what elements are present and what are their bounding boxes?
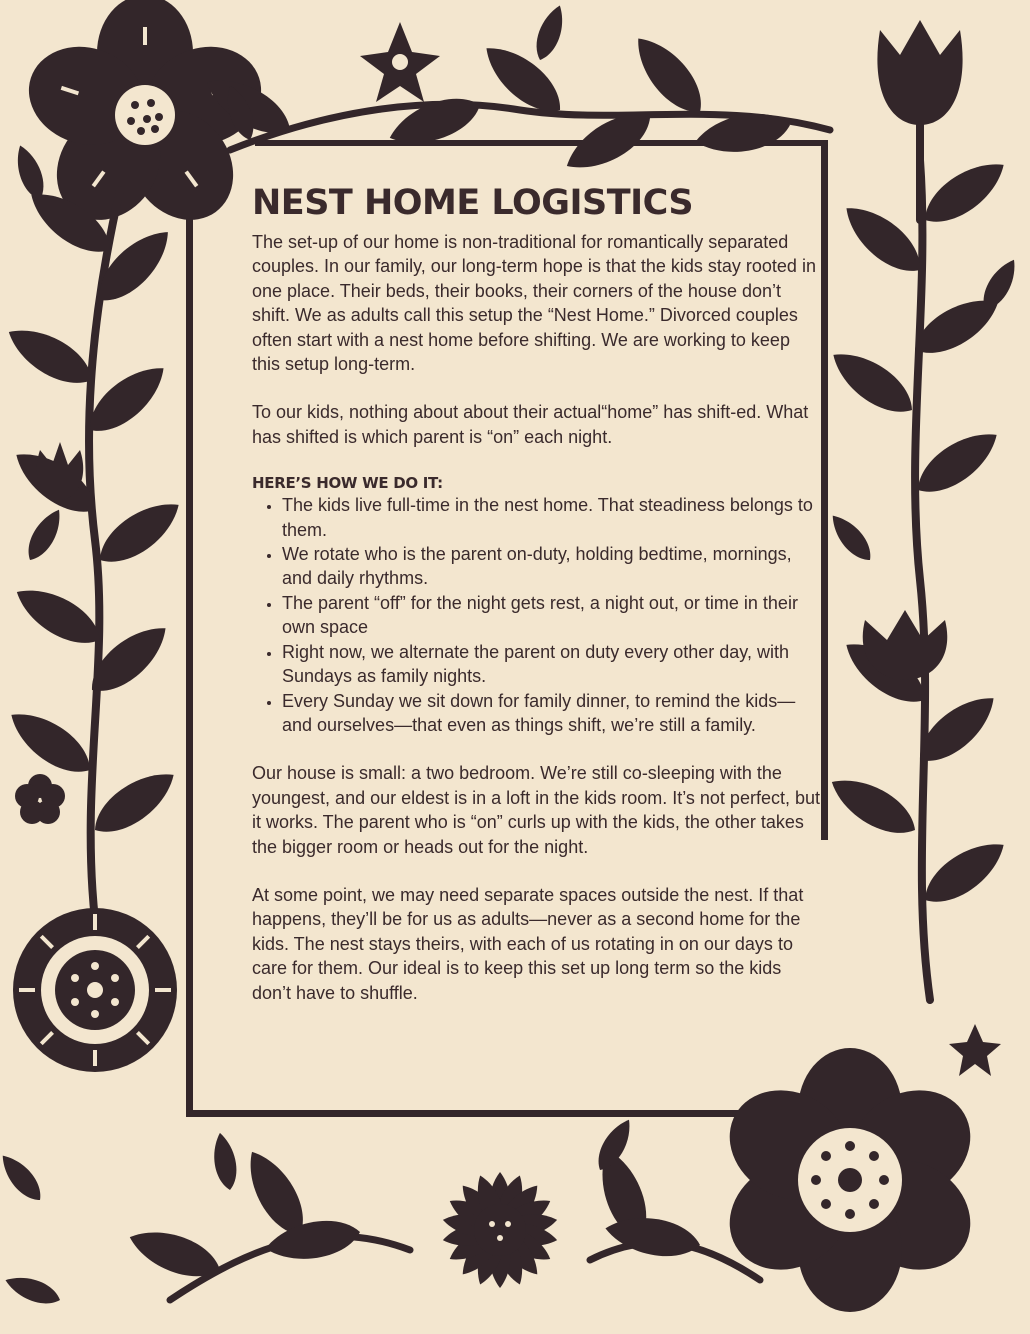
intro-paragraph-2: To our kids, nothing about about their actual“home” has shift-ed. What has shifted is which parent is “on” each night.: [252, 402, 809, 447]
star-flower-top: [360, 22, 440, 102]
closing-paragraph-2: At some point, we may need separate spaces outside the nest. If that happens, they’ll be for us as adults—never as a second home for the kids. The nest stays theirs, with each of us rotating in on our days to care for them. Our ideal is to keep this set up long term so the kids don’t have to shuffle.: [252, 884, 804, 1003]
left-vine: [0, 142, 189, 920]
list-item: • We rotate who is the parent on-duty, holding bedtime, mornings, and daily rhythms.: [282, 542, 822, 591]
dahlia-bottom: [441, 1172, 559, 1288]
howto-heading: HERE’S HOW WE DO IT:: [252, 474, 443, 493]
list-item: • Right now, we alternate the parent on duty every other day, with Sundays as family nights.: [282, 640, 822, 689]
flower-bottom-left: [13, 908, 177, 1072]
list-item: • The kids live full-time in the nest home. That steadiness belongs to them.: [282, 493, 822, 542]
howto-list: [252, 493, 822, 737]
list-item: • Every Sunday we sit down for family dinner, to remind the kids—and ourselves—that even as things shift, we’re still a family.: [282, 689, 822, 738]
closing-paragraph-1: Our house is small: a two bedroom. We’re still co-sleeping with the youngest, and our eldest is in a loft in the kids room. It’s not perfect, but it works. The parent who is “on” curls up with the kids, the other takes the bigger room or heads out for the night.: [252, 763, 820, 857]
paragraph-spacer: [252, 737, 822, 761]
top-vine: [198, 2, 830, 182]
list-item: • The parent “off” for the night gets rest, a night out, or time in their own space: [282, 591, 822, 640]
bottom-vine: [0, 1115, 760, 1310]
paragraph-spacer: [252, 859, 822, 883]
paragraph-spacer: [252, 449, 822, 473]
intro-paragraph-1: The set-up of our home is non-traditional for romantically separated couples. In our family, our long-term hope is that the kids stay rooted in one place. Their beds, their books, their corners of the house don’t shift. We as adults call this setup the “Nest Home.” Divorced couples often start with a nest home before shifting. We are working to keep this setup long-term.: [252, 232, 816, 375]
right-vine: [823, 150, 1023, 1076]
document-body: [252, 180, 822, 1005]
paragraph-spacer: [252, 376, 822, 400]
page-title: NEST HOME LOGISTICS: [252, 183, 694, 223]
